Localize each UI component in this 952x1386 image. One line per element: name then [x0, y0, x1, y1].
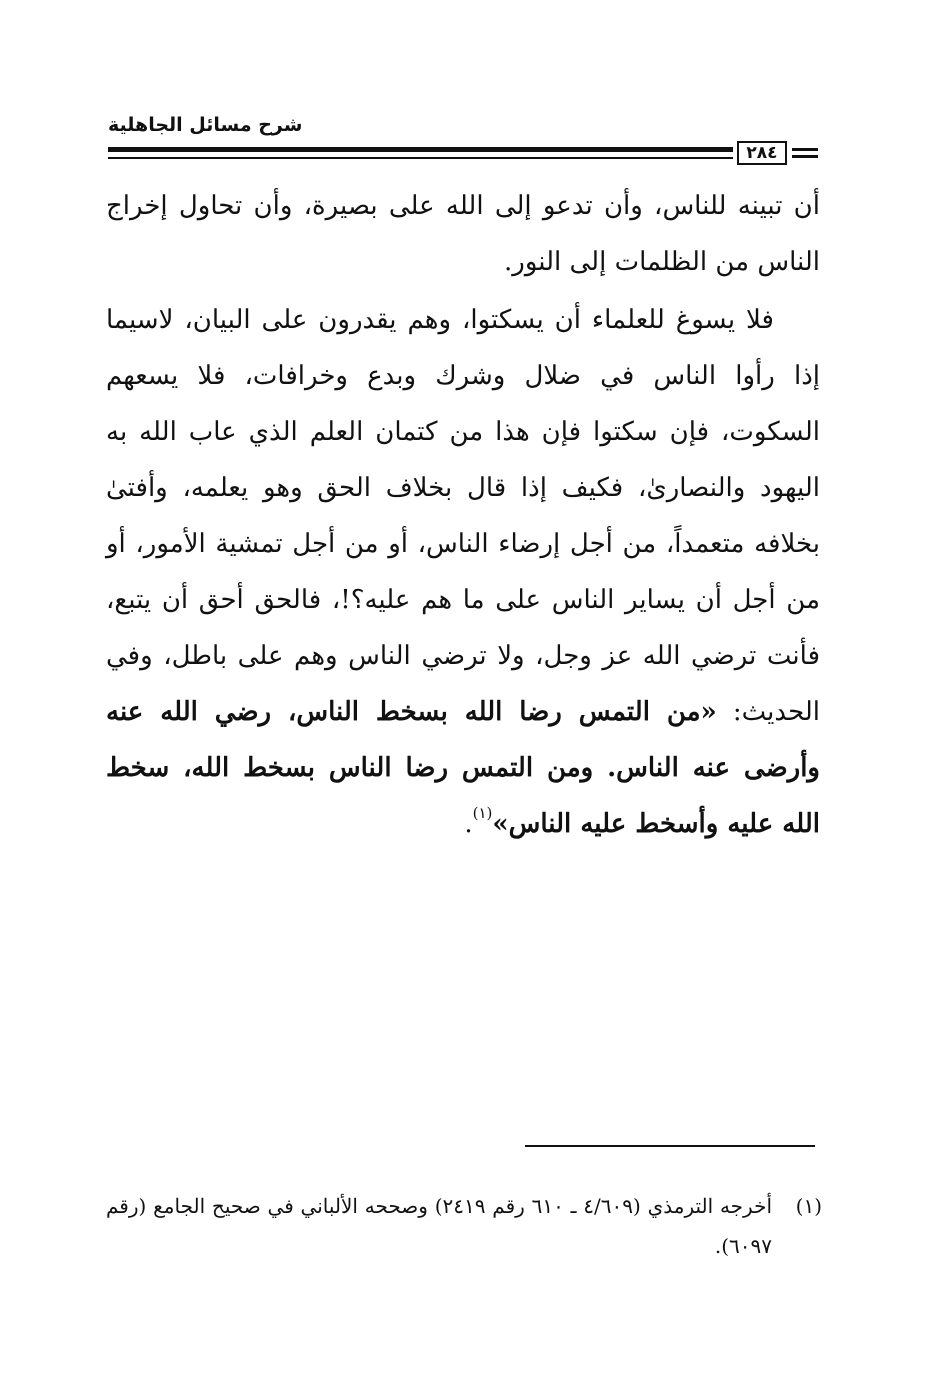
header-rule-stub-bottom — [792, 155, 818, 158]
paragraph-2-end: . — [464, 809, 473, 839]
header-rule-stub-top — [792, 148, 818, 151]
header-rule-thin — [108, 157, 733, 159]
paragraph-1: أن تبينه للناس، وأن تدعو إلى الله على بصيرة، وأن تحاول إخراج الناس من الظلمات إلى النور. — [106, 191, 820, 277]
main-text — [106, 178, 820, 852]
footnote-1 — [106, 1186, 822, 1266]
footnote-separator — [525, 1145, 815, 1147]
hadith-quote: «من التمس رضا الله بسخط الناس، رضي الله عنه وأرضى عنه الناس. ومن التمس رضا الناس بسخط الله، سخط الله عليه وأسخط عليه الناس» — [106, 697, 820, 839]
paragraph-2 — [106, 292, 820, 852]
running-title: شرح مسائل الجاهلية — [108, 114, 303, 136]
paragraph-2-text: فلا يسوغ للعلماء أن يسكتوا، وهم يقدرون على البيان، لاسيما إذا رأوا الناس في ضلال وشرك وبدع وخرافات، فلا يسعهم السكوت، فإن سكتوا فإن هذا من كتمان العلم الذي عاب الله به اليهود والنصارىٰ، فكيف إذا قال بخلاف الحق وهو يعلمه، وأفتىٰ بخلافه متعمداً، من أجل إرضاء الناس، أو من أجل تمشية الأمور، أو من أجل أن يساير الناس على ما هم عليه؟!، فالحق أحق أن يتبع، فأنت ترضي الله عز وجل، ولا ترضي الناس وهم على باطل، وفي الحديث: — [106, 305, 820, 727]
footnote-marker: (١) — [795, 1194, 822, 1218]
page-number: ٢٨٤ — [737, 141, 787, 165]
header-rule-thick — [108, 147, 733, 152]
footnote-reference[interactable]: (١) — [472, 804, 493, 822]
footnote-text: أخرجه الترمذي (٤/٦٠٩ ـ ٦١٠ رقم ٢٤١٩) وصححه الألباني في صحيح الجامع (رقم ٦٠٩٧). — [106, 1194, 772, 1258]
